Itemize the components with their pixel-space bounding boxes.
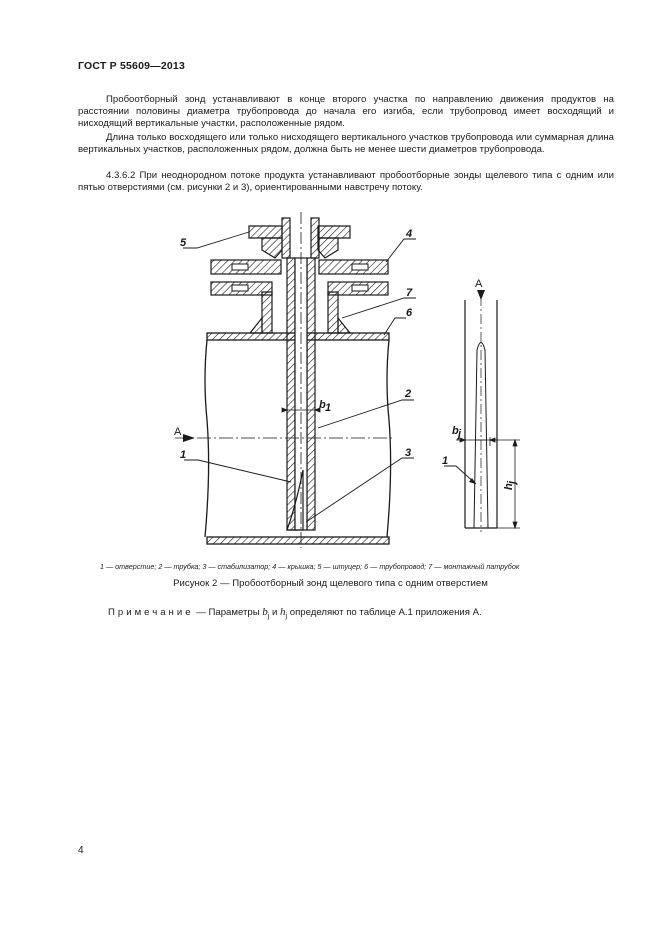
fitting	[249, 218, 350, 258]
view-callout-1: 1	[442, 455, 449, 467]
note-text-before: Параметры	[208, 607, 260, 618]
callout-7: 7	[406, 287, 413, 299]
callout-6: 6	[406, 307, 413, 319]
note-dash: —	[196, 607, 206, 618]
note-label: Примечание	[108, 607, 194, 618]
tube	[287, 212, 315, 548]
figure-legend: 1 — отверстие; 2 — трубка; 3 — стабилизатор; 4 — крышка; 5 — штуцер; 6 — трубопровод; 7 — монтажный патрубок	[100, 562, 520, 571]
dim-bj-sub: j	[458, 428, 462, 440]
callout-2: 2	[405, 388, 412, 400]
callout-1: 1	[180, 449, 187, 461]
note-text-after: определяют по таблице А.1 приложения А.	[289, 607, 482, 618]
dim-b1-sub: 1	[325, 402, 332, 414]
dim-b1-letter: b	[319, 399, 326, 411]
note-b-sub: j	[267, 612, 270, 620]
view-arrow-icon	[477, 290, 485, 300]
dimension-bj	[456, 437, 498, 446]
note-h-sub: j	[285, 612, 288, 620]
view-a	[465, 296, 497, 532]
view-letter: А	[475, 278, 483, 290]
callout-3: 3	[405, 447, 412, 459]
note-b: b	[262, 606, 268, 618]
page-number: 4	[78, 845, 84, 856]
dim-hj-letter: h	[503, 483, 515, 490]
note-and: и	[272, 607, 278, 618]
dim-bj-letter: b	[452, 425, 459, 437]
note	[108, 606, 482, 620]
paragraph-4-3-6-2: 4.3.6.2 При неоднородном потоке продукта устанавливают пробоотборные зонды щелевого типа с одним или пятью отверстиями (см. рисунки 2 и 3), ориентированными навстречу потоку.	[78, 170, 614, 194]
figure-caption: Рисунок 2 — Пробоотборный зонд щелевого типа с одним отверстием	[173, 578, 488, 589]
section-arrow-icon	[183, 434, 195, 442]
callout-5: 5	[180, 237, 187, 249]
document-header: ГОСТ Р 55609—2013	[78, 60, 186, 72]
paragraph-vertical-length: Длина только восходящего или только нисходящего вертикального участков трубопровода или суммарная длина вертикальных участков, расположенных рядом, должна быть не менее шести диаметров трубопровода.	[78, 132, 614, 156]
section-letter: А	[174, 426, 182, 438]
note-h: h	[280, 606, 286, 618]
dim-hj-sub: j	[506, 480, 518, 484]
paragraph-probe-location: Пробоотборный зонд устанавливают в конце второго участка по направлению движения продуктов на расстоянии половины диаметра трубопровода до начала его изгиба, если трубопровод имеет восходящий и нисходящий вертикальные участки, расположенные рядом.	[78, 94, 614, 130]
callout-4: 4	[406, 228, 413, 240]
